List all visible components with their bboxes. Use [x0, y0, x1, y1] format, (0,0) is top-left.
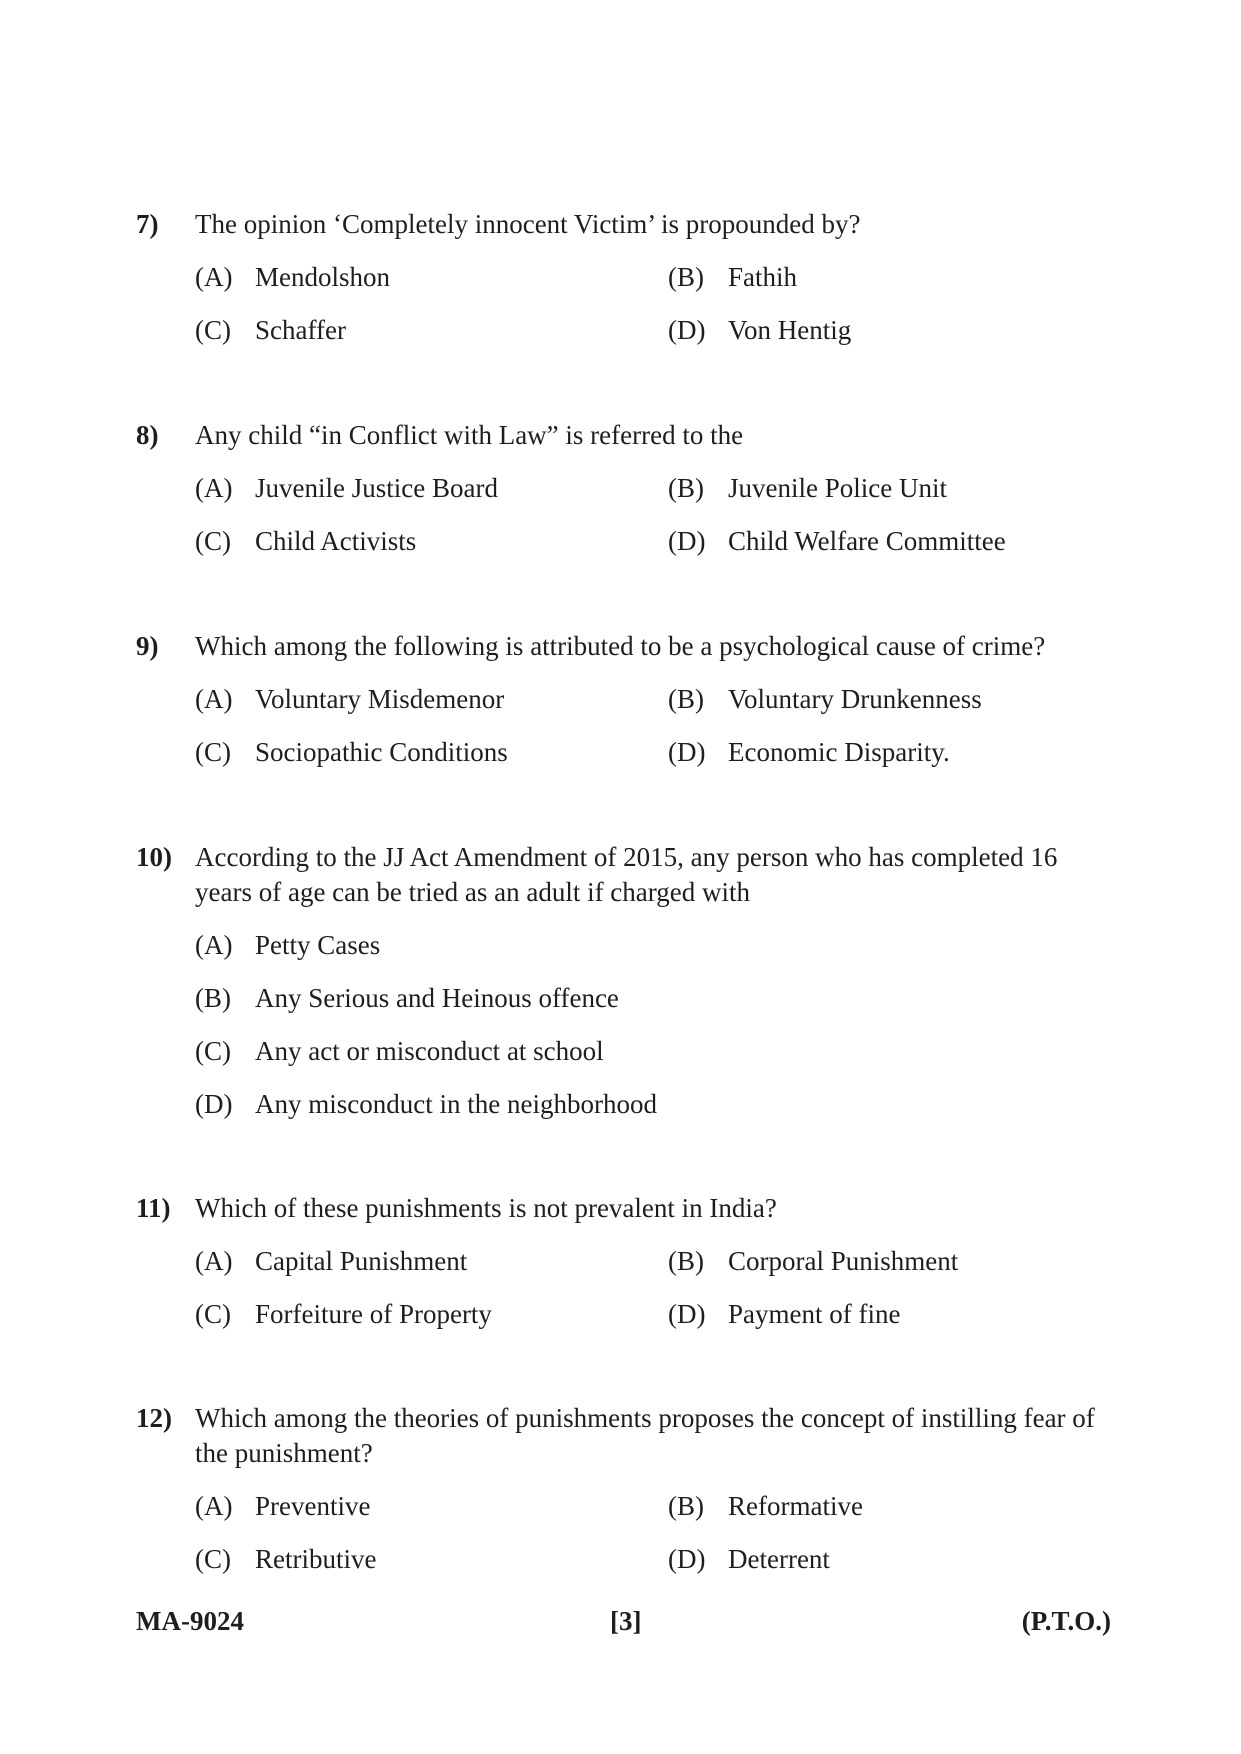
options: [195, 1489, 1096, 1595]
option-c: [195, 1034, 1096, 1087]
question-10: [136, 840, 1096, 1140]
option-text: Fathih: [728, 262, 798, 292]
option-label: (C): [195, 1544, 231, 1574]
option-b: [668, 682, 1088, 735]
option-a: [195, 471, 668, 524]
option-label: (D): [668, 526, 706, 556]
question-number: 9): [136, 631, 159, 661]
option-label: (A): [195, 930, 233, 960]
question-number: 10): [136, 842, 172, 872]
option-text: Child Welfare Committee: [728, 526, 1006, 556]
question-text: Which of these punishments is not prevalent in India?: [195, 1193, 777, 1223]
option-c: [195, 1297, 668, 1350]
option-d: [668, 1542, 1088, 1595]
option-text: Juvenile Police Unit: [728, 473, 947, 503]
option-text: Schaffer: [255, 315, 346, 345]
page-footer: [136, 1604, 1111, 1644]
option-label: (D): [668, 1544, 706, 1574]
option-d: [668, 1297, 1088, 1350]
question-number: 8): [136, 420, 159, 450]
option-label: (C): [195, 526, 231, 556]
option-text: Von Hentig: [728, 315, 852, 345]
question-9: [136, 629, 1096, 788]
option-c: [195, 1542, 668, 1595]
question-number: 11): [136, 1193, 171, 1223]
pto-note: (P.T.O.): [1021, 1606, 1111, 1636]
option-text: Forfeiture of Property: [255, 1299, 492, 1329]
question-number: 7): [136, 209, 159, 239]
option-b: [668, 1244, 1088, 1297]
question-text: Any child “in Conflict with Law” is referred to the: [195, 420, 744, 450]
question-text: According to the JJ Act Amendment of 2015, any person who has completed 16 years of age can be tried as an adult if charged with: [195, 842, 1058, 907]
option-text: Economic Disparity.: [728, 737, 950, 767]
option-label: (D): [668, 315, 706, 345]
option-label: (D): [195, 1089, 233, 1119]
option-text: Any Serious and Heinous offence: [255, 983, 619, 1013]
options: [195, 682, 1096, 788]
options: [195, 928, 1096, 1140]
options: [195, 471, 1096, 577]
option-b: [195, 981, 1096, 1034]
options: [195, 260, 1096, 366]
option-a: [195, 928, 1096, 981]
option-label: (A): [195, 262, 233, 292]
option-d: [195, 1087, 1096, 1140]
question-11: [136, 1191, 1096, 1350]
option-a: [195, 1489, 668, 1542]
option-text: Any misconduct in the neighborhood: [255, 1089, 657, 1119]
option-label: (A): [195, 1491, 233, 1521]
option-text: Child Activists: [255, 526, 417, 556]
question-7: [136, 207, 1096, 366]
question-text: The opinion ‘Completely innocent Victim’ is propounded by?: [195, 209, 861, 239]
option-text: Petty Cases: [255, 930, 381, 960]
question-text: Which among the theories of punishments proposes the concept of instilling fear of the punishment?: [195, 1403, 1095, 1468]
option-label: (C): [195, 737, 231, 767]
option-a: [195, 682, 668, 735]
question-number: 12): [136, 1403, 172, 1433]
option-b: [668, 1489, 1088, 1542]
option-c: [195, 313, 668, 366]
option-text: Preventive: [255, 1491, 371, 1521]
option-label: (B): [668, 1246, 704, 1276]
option-label: (A): [195, 1246, 233, 1276]
paper-code: MA-9024: [136, 1606, 244, 1636]
option-text: Any act or misconduct at school: [255, 1036, 604, 1066]
option-label: (D): [668, 737, 706, 767]
question-8: [136, 418, 1096, 577]
option-b: [668, 471, 1088, 524]
option-label: (B): [668, 684, 704, 714]
option-text: Retributive: [255, 1544, 377, 1574]
question-12: [136, 1401, 1096, 1595]
option-d: [668, 735, 1088, 788]
option-label: (B): [668, 473, 704, 503]
option-text: Voluntary Drunkenness: [728, 684, 982, 714]
option-label: (A): [195, 684, 233, 714]
option-label: (A): [195, 473, 233, 503]
option-label: (B): [195, 983, 231, 1013]
option-text: Payment of fine: [728, 1299, 901, 1329]
options: [195, 1244, 1096, 1350]
option-label: (C): [195, 315, 231, 345]
option-text: Capital Punishment: [255, 1246, 468, 1276]
option-c: [195, 524, 668, 577]
option-a: [195, 260, 668, 313]
option-text: Mendolshon: [255, 262, 390, 292]
option-label: (C): [195, 1036, 231, 1066]
option-text: Reformative: [728, 1491, 863, 1521]
option-d: [668, 313, 1088, 366]
option-label: (B): [668, 1491, 704, 1521]
option-b: [668, 260, 1088, 313]
option-label: (C): [195, 1299, 231, 1329]
question-text: Which among the following is attributed to be a psychological cause of crime?: [195, 631, 1046, 661]
option-d: [668, 524, 1088, 577]
option-text: Voluntary Misdemenor: [255, 684, 505, 714]
option-text: Juvenile Justice Board: [255, 473, 498, 503]
page-number: [3]: [610, 1606, 642, 1636]
option-text: Sociopathic Conditions: [255, 737, 508, 767]
option-text: Deterrent: [728, 1544, 830, 1574]
option-a: [195, 1244, 668, 1297]
option-label: (B): [668, 262, 704, 292]
option-c: [195, 735, 668, 788]
option-text: Corporal Punishment: [728, 1246, 959, 1276]
option-label: (D): [668, 1299, 706, 1329]
